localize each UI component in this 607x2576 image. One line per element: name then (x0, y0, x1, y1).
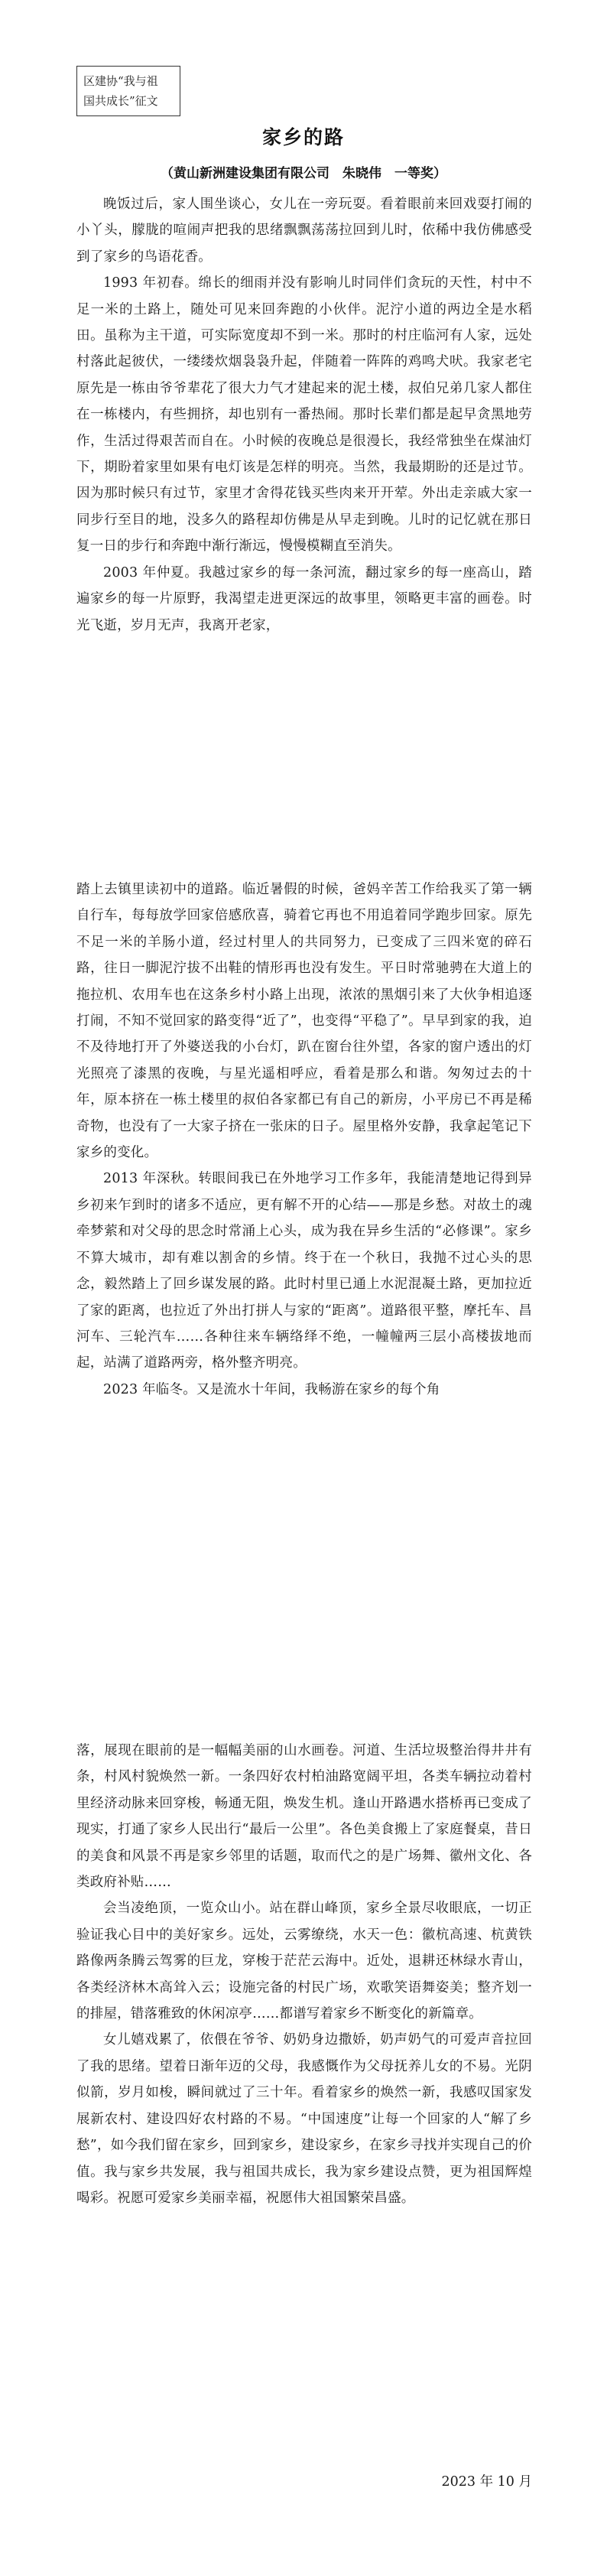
page-3-text-block (76, 1738, 532, 2211)
paragraph: 会当凌绝顶，一览众山小。站在群山峰顶，家乡全景尽收眼底，一切正验证我心目中的美好家乡。远处，云雾缭绕，水天一色：徽杭高速、杭黄铁路像两条腾云驾雾的巨龙，穿梭于茫茫云海中。近处，退耕还林绿水青山，各类经济林木高耸入云；设施完备的村民广场，欢歌笑语舞姿美；整齐划一的排屋，错落雅致的休闲凉亭……都谱写着家乡不断变化的新篇章。 (76, 1901, 532, 2022)
paragraph: 2023 年临冬。又是流水十年间，我畅游在家乡的每个角 (103, 1381, 440, 1397)
contest-tag-line-1: 区建协“我与祖 (83, 74, 158, 88)
paragraph-continued: 落，展现在眼前的是一幅幅美丽的山水画卷。河道、生活垃圾整治得井井有条，村风村貌焕然一新。一条四好农村柏油路宽阔平坦，各类车辆拉动着村里经济动脉来回穿梭，畅通无阻，焕发生机。逢山开路遇水搭桥再已变成了现实，打通了家乡人民出行“最后一公里”。各色美食搬上了家庭餐桌，昔日的美食和风景不再是家乡邻里的话题，取而代之的是广场舞、徽州文化、各类政府补贴…… (76, 1743, 532, 1891)
page-2-text-block (76, 877, 532, 1403)
paragraph: 2013 年深秋。转眼间我已在外地学习工作多年，我能清楚地记得到异乡初来乍到时的诸多不适应，更有解不开的心结——那是乡愁。对故土的魂牵梦萦和对父母的思念时常涌上心头，成为我在异乡生活的“必修课”。家乡不算大城市，却有难以割舍的乡情。终于在一个秋日，我抛不过心头的思念，毅然踏上了回乡谋发展的路。此时村里已通上水泥混凝土路，更加拉近了家的距离，也拉近了外出打拼人与家的“距离”。道路很平整，摩托车、昌河车、三轮汽车……各种往来车辆络绎不绝，一幢幢两三层小高楼拔地而起，站满了道路两旁，格外整齐明亮。 (76, 1171, 532, 1371)
page-1-text-block (76, 191, 532, 639)
article-date: 2023 年 10 月 (441, 2474, 532, 2490)
paragraph: 女儿嬉戏累了，依偎在爷爷、奶奶身边撒娇，奶声奶气的可爱声音拉回了我的思绪。望着日渐年迈的父母，我感慨作为父母抚养儿女的不易。光阴似箭，岁月如梭，瞬间就过了三十年。看着家乡的焕然一新，我感叹国家发展新农村、建设四好农村路的不易。“中国速度”让每一个回家的人“解了乡愁”，如今我们留在家乡，回到家乡，建设家乡，在家乡寻找并实现自己的价值。我与家乡共发展，我与祖国共成长，我为家乡建设点赞，更为祖国辉煌喝彩。祝愿可爱家乡美丽幸福，祝愿伟大祖国繁荣昌盛。 (76, 2032, 532, 2206)
paragraph: 1993 年初春。绵长的细雨并没有影响儿时同伴们贪玩的天性，村中不足一米的土路上，随处可见来回奔跑的小伙伴。泥泞小道的两边全是水稻田。虽称为主干道，可实际宽度却不到一米。那时的村庄临河有人家，远处村落此起彼伏，一缕缕炊烟袅袅升起，伴随着一阵阵的鸡鸣犬吠。我家老宅原先是一栋由爷爷辈花了很大力气才建起来的泥土楼，叔伯兄弟几家人都住在一栋楼内，有些拥挤，却也别有一番热闹。那时长辈们都是起早贪黑地劳作，生活过得艰苦而自在。小时候的夜晚总是很漫长，我经常独坐在煤油灯下，期盼着家里如果有电灯该是怎样的明亮。当然，我最期盼的还是过节。因为那时候只有过节，家里才舍得花钱买些肉来开开荤。外出走亲戚大家一同步行至目的地，没多久的路程却仿佛是从早走到晚。儿时的记忆就在那日复一日的步行和奔跑中渐行渐远，慢慢模糊直至消失。 (76, 275, 532, 555)
paragraph: 晚饭过后，家人围坐谈心，女儿在一旁玩耍。看着眼前来回戏耍打闹的小丫头，朦胧的喧闹声把我的思绪飘飘荡荡拉回到儿时，依稀中我仿佛感受到了家乡的鸟语花香。 (76, 197, 532, 265)
article-byline: （黄山新洲建设集团有限公司 朱晓伟 一等奖） (161, 166, 446, 181)
article-title: 家乡的路 (261, 126, 345, 148)
paragraph: 2003 年仲夏。我越过家乡的每一条河流，翻过家乡的每一座高山，踏遍家乡的每一片原野，我渴望走进更深远的故事里，领略更丰富的画卷。时光飞逝，岁月无声，我离开老家， (76, 564, 532, 633)
paragraph-continued: 踏上去镇里读初中的道路。临近暑假的时候，爸妈辛苦工作给我买了第一辆自行车，每每放学回家倍感欣喜，骑着它再也不用追着同学跑步回家。原先不足一米的羊肠小道，经过村里人的共同努力，已变成了三四米宽的碎石路，往日一脚泥泞拔不出鞋的情形再也没有发生。平日时常驰骋在大道上的拖拉机、农用车也在这条乡村小路上出现，浓浓的黑烟引来了大伙争相追逐打闹，不知不觉回家的路变得“近了”，也变得“平稳了”。早早到家的我，迫不及待地打开了外婆送我的小台灯，趴在窗台往外望，各家的窗户透出的灯光照亮了漆黑的夜晚，与星光遥相呼应，看着是那么和谐。匆匆过去的十年，原本挤在一栋土楼里的叔伯各家都已有自己的新房，小平房已不再是稀奇物，也没有了一大家子挤在一张床的日子。屋里格外安静，我拿起笔记下家乡的变化。 (76, 882, 532, 1161)
contest-tag-box (76, 66, 180, 116)
contest-tag-line-2: 国共成长”征文 (83, 94, 158, 108)
